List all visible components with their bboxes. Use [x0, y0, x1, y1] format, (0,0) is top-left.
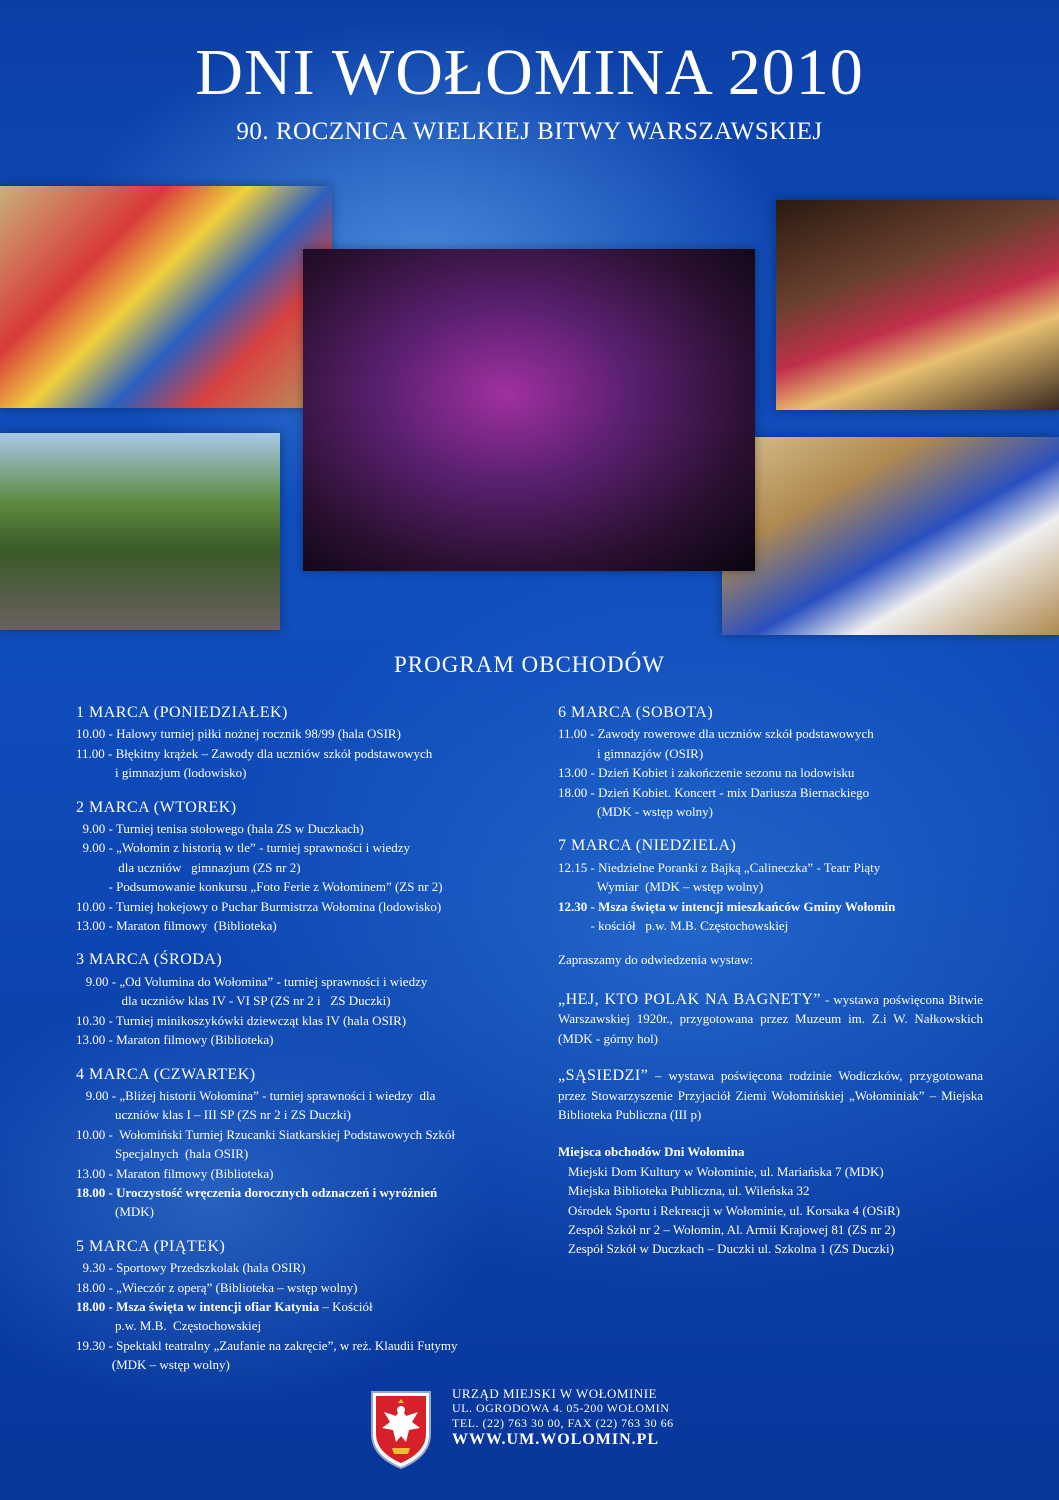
- program-entry: 18.00 - Dzień Kobiet. Koncert - mix Dariusza Biernackiego: [558, 784, 870, 800]
- program-entry: uczniów klas I – III SP (ZS nr 2 i ZS Duczki): [76, 1107, 352, 1123]
- program-entry: 9.00 - Turniej tenisa stołowego (hala ZS w Duczkach): [76, 821, 364, 837]
- day-heading: 2 MARCA (WTOREK): [76, 798, 237, 816]
- exhibit-title: „HEJ, KTO POLAK NA BAGNETY”: [558, 990, 821, 1008]
- highlight-text: 18.00 - Msza święta w intencji ofiar Katynia: [76, 1298, 320, 1314]
- venues-list: [558, 1142, 983, 1258]
- program-entry: - Podsumowanie konkursu „Foto Ferie z Wołominem” (ZS nr 2): [76, 879, 443, 895]
- program-entry-highlight: [76, 1297, 496, 1316]
- day-block: [558, 836, 983, 935]
- program-entry: 13.00 - Maraton filmowy (Biblioteka): [76, 1165, 274, 1181]
- page-subtitle: 90. ROCZNICA WIELKIEJ BITWY WARSZAWSKIEJ: [236, 118, 823, 145]
- program-left-column: [76, 703, 496, 1390]
- footer: [370, 1386, 700, 1466]
- day-block: [76, 950, 496, 1049]
- program-entry: p.w. M.B. Częstochowskiej: [76, 1318, 262, 1334]
- venues-heading: Miejsca obchodów Dni Wołomina: [558, 1144, 745, 1160]
- program-entry: 18.00 - „Wieczór z operą” (Biblioteka – wstęp wolny): [76, 1279, 358, 1295]
- photo-bike-event: [0, 433, 280, 630]
- program-entry: 12.15 - Niedzielne Poranki z Bajką „Calineczka” - Teatr Piąty: [558, 859, 881, 875]
- program-entry: - kościół p.w. M.B. Częstochowskiej: [558, 918, 789, 934]
- program-entry: 13.00 - Maraton filmowy (Biblioteka): [76, 1032, 274, 1048]
- program-entry: (MDK – wstęp wolny): [76, 1357, 230, 1373]
- page-title: DNI WOŁOMINA 2010: [195, 36, 864, 109]
- day-block: [558, 703, 983, 821]
- footer-office: URZĄD MIEJSKI W WOŁOMINIE: [452, 1386, 657, 1401]
- program-entry: (MDK - wstęp wolny): [558, 804, 713, 820]
- program-entry: 9.30 - Sportowy Przedszkolak (hala OSIR): [76, 1260, 306, 1276]
- program-entry: 13.00 - Dzień Kobiet i zakończenie sezonu na lodowisku: [558, 765, 855, 781]
- day-heading: 5 MARCA (PIĄTEK): [76, 1237, 226, 1255]
- venue-item: Zespół Szkół nr 2 – Wołomin, Al. Armii Krajowej 81 (ZS nr 2): [568, 1221, 896, 1237]
- program-entry: (MDK): [76, 1204, 154, 1220]
- program-entry: 10.00 - Wołomiński Turniej Rzucanki Siatkarskiej Podstawowych Szkół: [76, 1126, 455, 1142]
- venue-item: Miejski Dom Kultury w Wołominie, ul. Mariańska 7 (MDK): [568, 1163, 884, 1179]
- program-entry: 19.30 - Spektakl teatralny „Zaufanie na zakręcie”, w reż. Klaudii Futymy: [76, 1337, 458, 1353]
- photo-audience-flowers: [776, 200, 1059, 410]
- footer-contact: [452, 1386, 712, 1447]
- exhibit-title: „SĄSIEDZI”: [558, 1067, 649, 1085]
- exhibits-invite: Zapraszamy do odwiedzenia wystaw:: [558, 952, 754, 968]
- program-entry: Specjalnych (hala OSIR): [76, 1146, 249, 1162]
- photo-children-sports: [722, 437, 1059, 635]
- photo-stage-dancers: [303, 249, 755, 571]
- program-entry: 11.00 - Zawody rowerowe dla uczniów szkół podstawowych: [558, 726, 874, 742]
- highlight-tail: – Kościół: [319, 1298, 373, 1314]
- day-block: [76, 1237, 496, 1375]
- program-entry: 11.00 - Błękitny krążek – Zawody dla uczniów szkół podstawowych: [76, 745, 433, 761]
- program-title: PROGRAM OBCHODÓW: [394, 652, 665, 677]
- program-entry: Wymiar (MDK – wstęp wolny): [558, 879, 764, 895]
- day-block: [76, 1065, 496, 1222]
- program-right-column: [558, 703, 983, 1259]
- exhibit-item: [558, 1066, 983, 1124]
- photo-children-dance: [0, 186, 332, 408]
- program-entry: 9.00 - „Wołomin z historią w tle” - turniej sprawności i wiedzy: [76, 840, 410, 856]
- program-entry: 13.00 - Maraton filmowy (Biblioteka): [76, 918, 277, 934]
- header: [0, 36, 1059, 146]
- exhibit-description: – wystawa poświęcona rodzinie Wodiczków, przygotowana przez Stowarzyszenie Przyjaciół Ziemi Wołomińskiej „Wołominiak” – Miejska Biblioteka Publiczna (III p): [558, 1068, 983, 1122]
- program-entry-highlight: 12.30 - Msza święta w intencji mieszkańców Gminy Wołomin: [558, 898, 896, 914]
- day-heading: 3 MARCA (ŚRODA): [76, 951, 223, 969]
- venue-item: Miejska Biblioteka Publiczna, ul. Wileńska 32: [568, 1183, 810, 1199]
- program-entry: 10.30 - Turniej minikoszykówki dziewcząt klas IV (hala OSIR): [76, 1012, 407, 1028]
- day-heading: 7 MARCA (NIEDZIELA): [558, 837, 737, 855]
- program-entry: 10.00 - Turniej hokejowy o Puchar Burmistrza Wołomina (lodowisko): [76, 898, 442, 914]
- footer-website-link[interactable]: WWW.UM.WOLOMIN.PL: [452, 1431, 660, 1448]
- day-block: [76, 798, 496, 936]
- venue-item: Ośrodek Sportu i Rekreacji w Wołominie, ul. Korsaka 4 (OSiR): [568, 1202, 900, 1218]
- program-entry: i gimnazjum (lodowisko): [76, 765, 247, 781]
- exhibit-item: [558, 990, 983, 1048]
- program-entry: 10.00 - Halowy turniej piłki nożnej rocznik 98/99 (hala OSIR): [76, 726, 401, 742]
- venue-item: Zespół Szkół w Duczkach – Duczki ul. Szkolna 1 (ZS Duczki): [568, 1241, 895, 1257]
- coat-of-arms-icon: [370, 1390, 432, 1470]
- program-entry: 9.00 - „Od Volumina do Wołomina” - turniej sprawności i wiedzy: [76, 973, 428, 989]
- program-entry: dla uczniów gimnazjum (ZS nr 2): [76, 859, 301, 875]
- day-block: [76, 703, 496, 783]
- program-entry: 9.00 - „Bliżej historii Wołomina” - turniej sprawności i wiedzy dla: [76, 1087, 436, 1103]
- footer-address: UL. OGRODOWA 4. 05-200 WOŁOMIN: [452, 1401, 670, 1415]
- program-entry-highlight: 18.00 - Uroczystość wręczenia dorocznych odznaczeń i wyróżnień: [76, 1184, 438, 1200]
- day-heading: 1 MARCA (PONIEDZIAŁEK): [76, 704, 288, 721]
- program-entry: dla uczniów klas IV - VI SP (ZS nr 2 i ZS Duczki): [76, 993, 391, 1009]
- program-entry: i gimnazjów (OSIR): [558, 745, 704, 761]
- footer-phone: TEL. (22) 763 30 00, FAX (22) 763 30 66: [452, 1416, 674, 1430]
- exhibit-description: - wystawa poświęcona Bitwie Warszawskiej 1920r., przygotowana przez Muzeum im. Z.i W. Nałkowskich (MDK - górny hol): [558, 991, 983, 1046]
- day-heading: 4 MARCA (CZWARTEK): [76, 1065, 256, 1083]
- day-heading: 6 MARCA (SOBOTA): [558, 704, 714, 721]
